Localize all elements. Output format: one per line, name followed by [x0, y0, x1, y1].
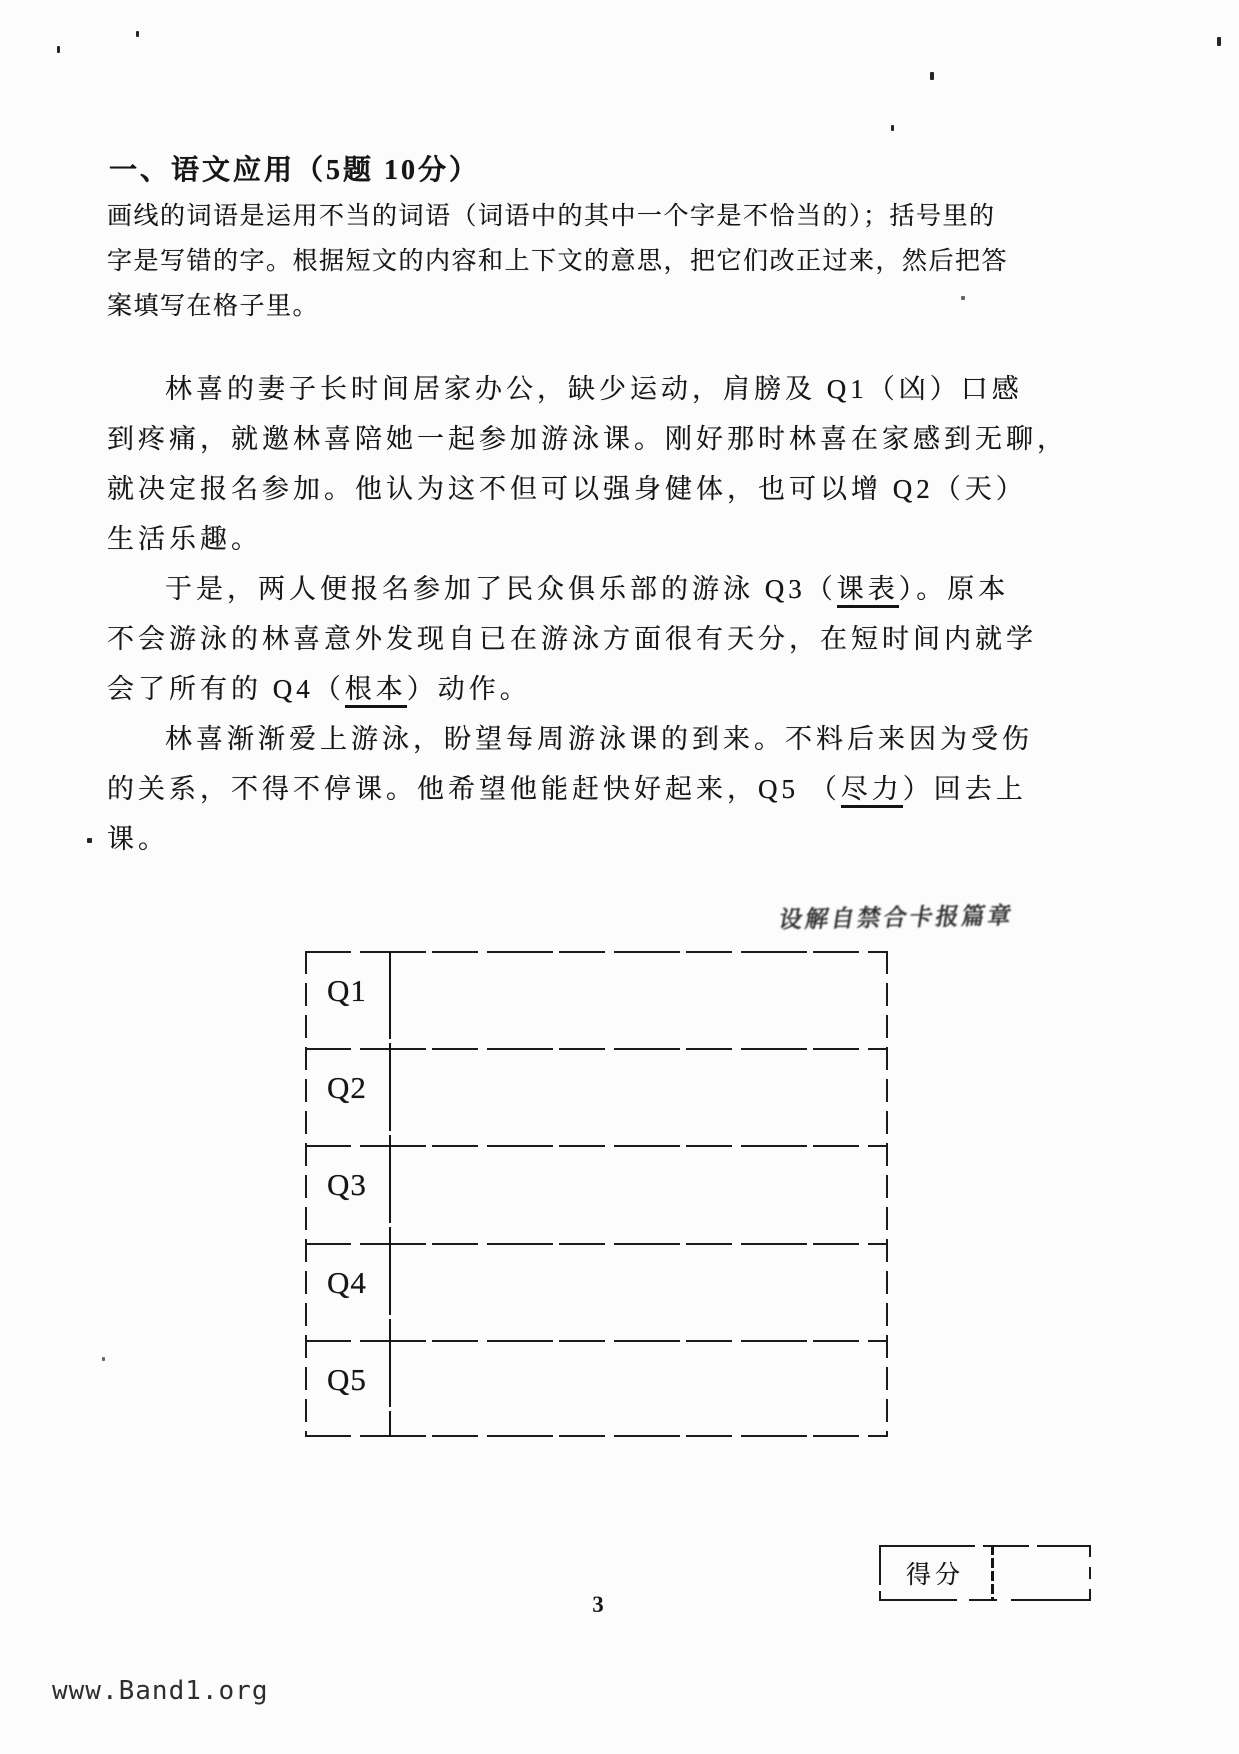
scan-speck	[87, 838, 92, 843]
answer-cell	[391, 1147, 886, 1240]
table-row-line	[305, 1435, 888, 1437]
underlined-word: 根本	[345, 674, 407, 708]
score-box-divider	[991, 1545, 994, 1601]
passage-text: ）。原本	[898, 574, 1010, 604]
score-box	[879, 1545, 1091, 1601]
passage-text: 就决定报名参加。他认为这不但可以强身健体，也可以增 Q2（天）	[107, 474, 1027, 504]
answer-cell	[391, 1342, 886, 1435]
scan-speck	[930, 72, 934, 80]
instruction-line: 字是写错的字。根据短文的内容和上下文的意思，把它们改正过来，然后把答	[107, 248, 1009, 275]
answer-row-label: Q5	[327, 1362, 367, 1397]
passage-text: ）回去上	[902, 774, 1027, 804]
answer-row-label: Q3	[327, 1167, 367, 1202]
passage-text: 到疼痛，就邀林喜陪她一起参加游泳课。刚好那时林喜在家感到无聊，	[107, 424, 1068, 454]
underlined-word: 课表	[837, 574, 899, 608]
passage-line	[107, 764, 1068, 814]
score-label: 得分	[905, 1562, 964, 1589]
scan-speck	[57, 46, 60, 53]
score-box-border	[879, 1545, 1091, 1547]
score-box-border	[879, 1599, 1091, 1601]
answer-table	[305, 951, 888, 1437]
scan-speck	[102, 1357, 105, 1361]
faint-stamp-text: 设解自禁合卡报篇章	[777, 902, 1017, 933]
passage	[107, 364, 1068, 864]
passage-text: 林喜渐渐爱上游泳，盼望每周游泳课的到来。不料后来因为受伤	[165, 724, 1033, 754]
underlined-word: 尽力	[841, 774, 903, 808]
table-column-line	[886, 951, 888, 1437]
passage-line	[107, 664, 1068, 714]
instructions	[107, 194, 1008, 329]
passage-text: 生活乐趣。	[107, 524, 262, 554]
answer-row-label: Q4	[327, 1265, 367, 1300]
passage-text: 于是，两人便报名参加了民众俱乐部的游泳 Q3（	[165, 574, 837, 604]
passage-line	[107, 614, 1068, 664]
scan-speck	[136, 31, 139, 37]
instruction-line: 案填写在格子里。	[107, 293, 320, 320]
section-title: 一、语文应用（5题 10分）	[109, 155, 481, 186]
passage-line	[107, 814, 1068, 864]
scan-speck	[1217, 37, 1221, 46]
passage-text: ）动作。	[406, 674, 531, 704]
answer-cell	[391, 1245, 886, 1338]
passage-line	[107, 714, 1068, 764]
passage-line	[107, 464, 1068, 514]
passage-text: 会了所有的 Q4（	[107, 674, 345, 704]
answer-cell	[391, 953, 886, 1046]
passage-line	[107, 364, 1068, 414]
passage-text: 的关系，不得不停课。他希望他能赶快好起来，Q5 （	[107, 774, 841, 804]
answer-row-label: Q2	[327, 1070, 367, 1105]
passage-line	[107, 414, 1068, 464]
footer-url: www.Band1.org	[52, 1676, 269, 1706]
scan-speck	[961, 296, 965, 300]
answer-row-label: Q1	[327, 973, 367, 1008]
instruction-line: 画线的词语是运用不当的词语（词语中的其中一个字是不恰当的）；括号里的	[107, 203, 996, 230]
passage-text: 林喜的妻子长时间居家办公，缺少运动，肩膀及 Q1（凶）口感	[165, 374, 1023, 404]
scan-speck	[891, 125, 894, 131]
score-box-border	[1089, 1545, 1091, 1601]
passage-text: 不会游泳的林喜意外发现自已在游泳方面很有天分，在短时间内就学	[107, 624, 1037, 654]
passage-line	[107, 564, 1068, 614]
passage-line	[107, 514, 1068, 564]
passage-text: 课。	[107, 824, 169, 854]
page-number: 3	[592, 1592, 604, 1617]
answer-cell	[391, 1050, 886, 1143]
